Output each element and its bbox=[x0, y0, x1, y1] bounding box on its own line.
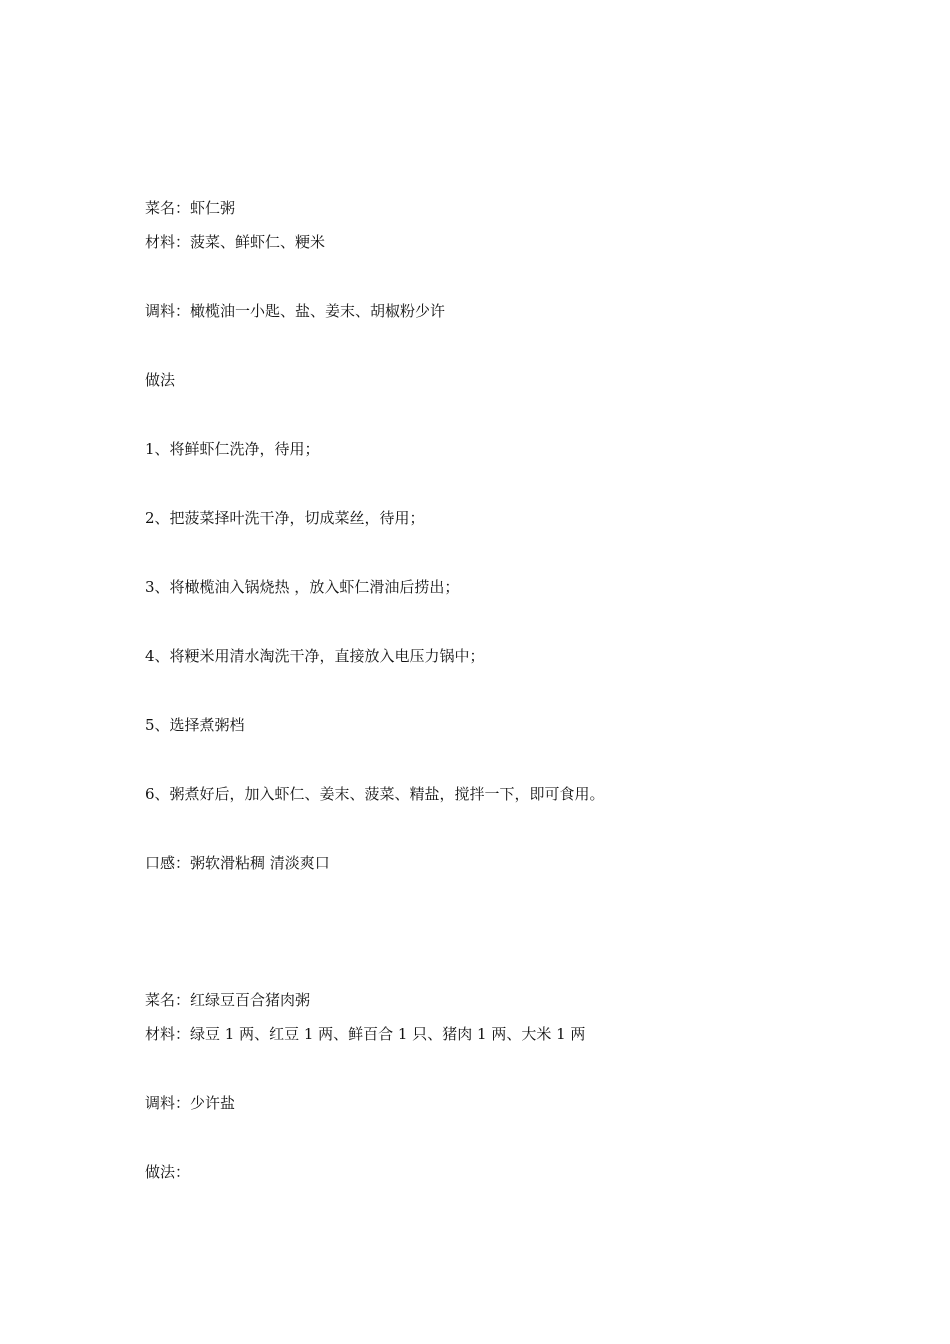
recipe-1-taste: 口感：粥软滑粘稠 清淡爽口 bbox=[145, 854, 330, 872]
recipe-1-method-heading: 做法 bbox=[145, 371, 176, 389]
recipe-1-name: 菜名：虾仁粥 bbox=[145, 199, 236, 217]
recipe-2-name: 菜名：红绿豆百合猪肉粥 bbox=[145, 991, 311, 1009]
recipe-1-seasoning: 调料：橄榄油一小匙、盐、姜末、胡椒粉少许 bbox=[145, 302, 446, 320]
recipe-1-ingredients: 材料：菠菜、鲜虾仁、粳米 bbox=[145, 233, 326, 251]
recipe-2-seasoning: 调料：少许盐 bbox=[145, 1094, 236, 1112]
recipe-1-step: 3、将橄榄油入锅烧热 ，放入虾仁滑油后捞出； bbox=[145, 578, 460, 596]
recipe-1-step: 1、将鲜虾仁洗净，待用； bbox=[145, 440, 320, 458]
recipe-1-step: 6、粥煮好后，加入虾仁、姜末、菠菜、精盐，搅拌一下，即可食用。 bbox=[145, 785, 605, 803]
recipe-1-step: 4、将粳米用清水淘洗干净，直接放入电压力锅中； bbox=[145, 647, 485, 665]
recipe-1-step: 2、把菠菜择叶洗干净，切成菜丝，待用； bbox=[145, 509, 425, 527]
recipe-1-step: 5、选择煮粥档 bbox=[145, 716, 245, 734]
recipe-2-method-heading: 做法： bbox=[145, 1163, 191, 1181]
recipe-2-ingredients: 材料：绿豆 1 两、红豆 1 两、鲜百合 1 只、猪肉 1 两、大米 1 两 bbox=[145, 1025, 586, 1043]
